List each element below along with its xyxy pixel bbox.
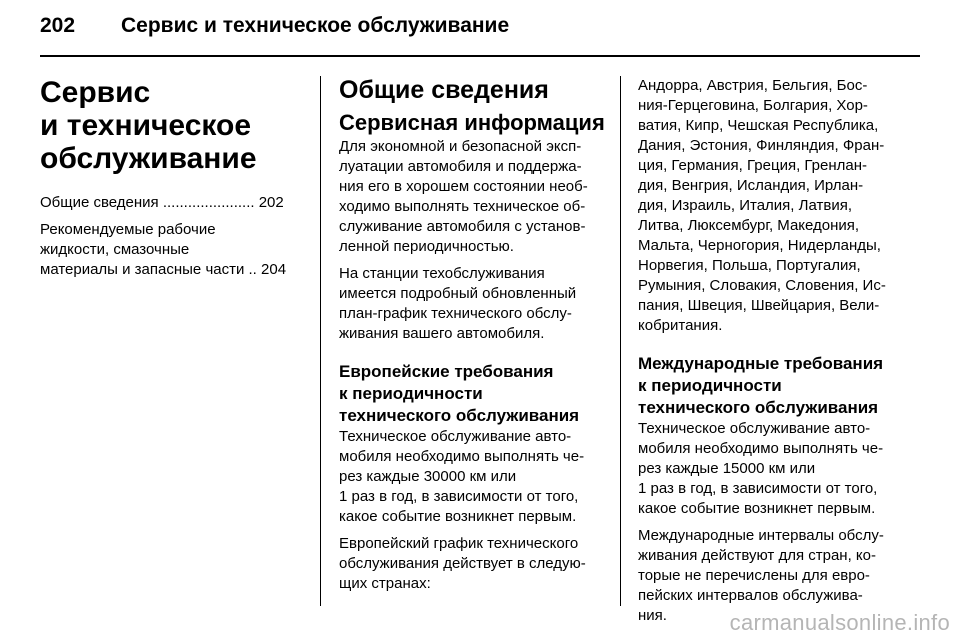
heading-line: технического обслуживания [339, 406, 580, 425]
text-line: Международные интервалы обслу- [638, 527, 884, 544]
text-line: Техническое обслуживание авто- [638, 420, 871, 437]
text-line: какое событие возникнет первым. [339, 508, 577, 525]
text-line: пейских интервалов обслужива- [638, 587, 863, 604]
chapter-title-line: и техническое [40, 109, 252, 142]
toc-line: жидкости, смазочные [40, 241, 190, 258]
subheading-international [638, 353, 910, 419]
text-line: Норвегия, Польша, Португалия, [638, 257, 861, 274]
text-line: На станции техобслуживания [339, 265, 545, 282]
text-line: Андорра, Австрия, Бельгия, Бос- [638, 77, 868, 94]
text-line: пания, Швеция, Швейцария, Вели- [638, 297, 880, 314]
toc-line: материалы и запасные части .. 204 [40, 261, 287, 278]
text-line: Дания, Эстония, Финляндия, Фран- [638, 137, 885, 154]
chapter-title [40, 76, 302, 175]
text-line: 1 раз в год, в зависимости от того, [339, 488, 579, 505]
right-column [638, 76, 910, 633]
text-line: какое событие возникнет первым. [638, 500, 876, 517]
text-line: ция, Германия, Греция, Гренлан- [638, 157, 868, 174]
text-line: луатации автомобиля и поддержа- [339, 158, 582, 175]
text-line: мобиля необходимо выполнять че- [339, 448, 585, 465]
text-line: кобритания. [638, 317, 723, 334]
heading-line: Международные требования [638, 354, 884, 373]
text-line: план-график технического обслу- [339, 305, 572, 322]
toc-line: Рекомендуемые рабочие [40, 221, 216, 238]
header-rule [40, 55, 920, 57]
text-line: Для экономной и безопасной эксп- [339, 138, 582, 155]
subheading-european [339, 361, 609, 427]
text-line: дия, Венгрия, Исландия, Ирлан- [638, 177, 864, 194]
toc-entry-fluids[interactable] [40, 220, 302, 280]
text-line: ния. [638, 607, 667, 624]
text-line: Румыния, Словакия, Словения, Ис- [638, 277, 886, 294]
text-line: ния-Герцеговина, Болгария, Хор- [638, 97, 868, 114]
column-divider-right [620, 76, 621, 606]
paragraph [339, 534, 609, 594]
text-line: ленной периодичностью. [339, 238, 514, 255]
paragraph [339, 427, 609, 527]
page-header [40, 14, 930, 54]
country-list [638, 76, 910, 336]
chapter-title-line: обслуживание [40, 142, 257, 175]
text-line: имеется подробный обновленный [339, 285, 577, 302]
text-line: обслуживания действует в следую- [339, 555, 586, 572]
paragraph [339, 264, 609, 344]
heading-line: Европейские требования [339, 362, 554, 381]
text-line: ния его в хорошем состоянии необ- [339, 178, 588, 195]
watermark: carmanualsonline.info [729, 610, 950, 635]
text-line: Техническое обслуживание авто- [339, 428, 572, 445]
section-heading-general: Общие сведения [339, 76, 549, 104]
chapter-title-line: Сервис [40, 76, 151, 109]
subheading-service-info: Сервисная информация [339, 110, 605, 135]
text-line: 1 раз в год, в зависимости от того, [638, 480, 878, 497]
text-line: ходимо выполнять техническое об- [339, 198, 586, 215]
text-line: рез каждые 30000 км или [339, 468, 517, 485]
text-line: Литва, Люксембург, Македония, [638, 217, 860, 234]
running-title: Сервис и техническое обслуживание [121, 14, 510, 37]
text-line: ватия, Кипр, Чешская Республика, [638, 117, 879, 134]
text-line: рез каждые 15000 км или [638, 460, 816, 477]
middle-column [339, 76, 609, 601]
text-line: мобиля необходимо выполнять че- [638, 440, 884, 457]
heading-line: к периодичности [339, 384, 483, 403]
paragraph [339, 137, 609, 257]
toc-entry-general[interactable] [40, 193, 302, 213]
text-line: Мальта, Черногория, Нидерланды, [638, 237, 881, 254]
column-divider-left [320, 76, 321, 606]
page-number: 202 [40, 14, 76, 37]
text-line: дия, Израиль, Италия, Латвия, [638, 197, 852, 214]
heading-line: технического обслуживания [638, 398, 879, 417]
text-line: щих странах: [339, 575, 431, 592]
text-line: живания действуют для стран, ко- [638, 547, 876, 564]
text-line: Европейский график технического [339, 535, 579, 552]
text-line: служивание автомобиля с установ- [339, 218, 586, 235]
text-line: торые не перечислены для евро- [638, 567, 870, 584]
paragraph [638, 419, 910, 519]
text-line: живания вашего автомобиля. [339, 325, 545, 342]
toc-line: Общие сведения ...................... 202 [40, 194, 284, 211]
chapter-column [40, 76, 302, 287]
heading-line: к периодичности [638, 376, 782, 395]
